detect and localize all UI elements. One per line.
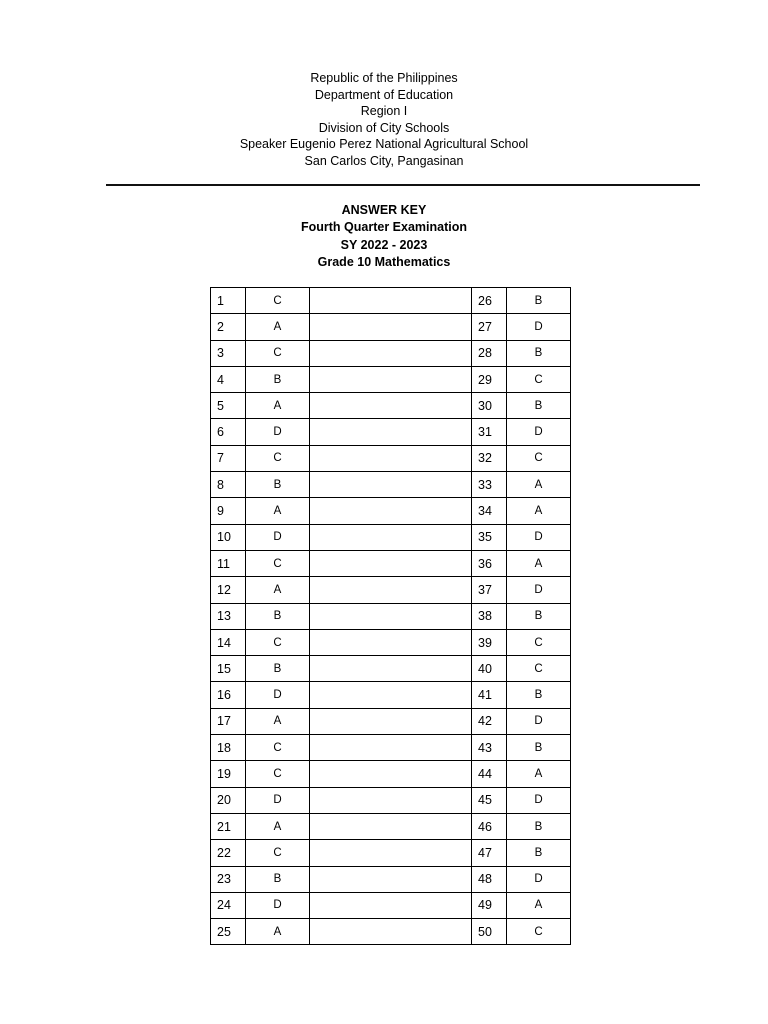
left-item-answer: A — [246, 919, 310, 945]
spacer-cell — [310, 419, 472, 445]
left-item-number: 10 — [211, 524, 246, 550]
right-item-number: 45 — [472, 787, 507, 813]
spacer-cell — [310, 340, 472, 366]
left-item-answer: C — [246, 288, 310, 314]
left-item-answer: B — [246, 603, 310, 629]
table-row — [211, 366, 571, 392]
left-item-number: 24 — [211, 892, 246, 918]
table-row — [211, 498, 571, 524]
left-item-number: 2 — [211, 314, 246, 340]
left-item-number: 1 — [211, 288, 246, 314]
right-item-number: 31 — [472, 419, 507, 445]
right-item-answer: D — [507, 866, 571, 892]
table-row — [211, 577, 571, 603]
letterhead-country: Republic of the Philippines — [310, 71, 458, 85]
right-item-answer: A — [507, 550, 571, 576]
left-item-answer: D — [246, 682, 310, 708]
right-item-number: 26 — [472, 288, 507, 314]
table-row — [211, 682, 571, 708]
spacer-cell — [310, 866, 472, 892]
right-item-answer: C — [507, 919, 571, 945]
left-item-answer: A — [246, 708, 310, 734]
left-item-answer: C — [246, 340, 310, 366]
right-item-number: 43 — [472, 735, 507, 761]
spacer-cell — [310, 813, 472, 839]
table-row — [211, 813, 571, 839]
table-row — [211, 550, 571, 576]
right-item-number: 40 — [472, 656, 507, 682]
right-item-answer: C — [507, 366, 571, 392]
answer-key-body — [211, 288, 571, 945]
spacer-cell — [310, 840, 472, 866]
right-item-number: 46 — [472, 813, 507, 839]
spacer-cell — [310, 682, 472, 708]
left-item-answer: C — [246, 550, 310, 576]
left-item-number: 11 — [211, 550, 246, 576]
left-item-answer: C — [246, 445, 310, 471]
spacer-cell — [310, 735, 472, 761]
spacer-cell — [310, 787, 472, 813]
letterhead-division: Division of City Schools — [318, 120, 450, 135]
left-item-answer: C — [246, 840, 310, 866]
left-item-answer: D — [246, 419, 310, 445]
right-item-answer: B — [507, 393, 571, 419]
right-item-answer: A — [507, 498, 571, 524]
table-row — [211, 866, 571, 892]
spacer-cell — [310, 366, 472, 392]
right-item-number: 33 — [472, 472, 507, 498]
document-titles — [0, 202, 768, 271]
right-item-answer: B — [507, 340, 571, 366]
right-item-answer: D — [507, 787, 571, 813]
right-item-answer: A — [507, 761, 571, 787]
letterhead — [0, 70, 768, 170]
letterhead-school: Speaker Eugenio Perez National Agricultural School — [239, 137, 529, 152]
table-row — [211, 419, 571, 445]
left-item-answer: D — [246, 524, 310, 550]
left-item-answer: D — [246, 892, 310, 918]
left-item-number: 8 — [211, 472, 246, 498]
left-item-number: 22 — [211, 840, 246, 866]
right-item-answer: B — [507, 288, 571, 314]
document-title: ANSWER KEY — [341, 203, 427, 217]
left-item-number: 6 — [211, 419, 246, 445]
spacer-cell — [310, 629, 472, 655]
table-row — [211, 787, 571, 813]
spacer-cell — [310, 524, 472, 550]
answer-key-table — [210, 287, 571, 945]
right-item-number: 48 — [472, 866, 507, 892]
table-row — [211, 840, 571, 866]
left-item-answer: D — [246, 787, 310, 813]
spacer-cell — [310, 919, 472, 945]
table-row — [211, 708, 571, 734]
left-item-number: 17 — [211, 708, 246, 734]
letterhead-region: Region I — [360, 104, 408, 119]
letterhead-department: Department of Education — [314, 87, 454, 102]
spacer-cell — [310, 708, 472, 734]
spacer-cell — [310, 472, 472, 498]
spacer-cell — [310, 577, 472, 603]
left-item-answer: C — [246, 761, 310, 787]
left-item-answer: C — [246, 629, 310, 655]
table-row — [211, 761, 571, 787]
left-item-answer: A — [246, 577, 310, 603]
right-item-number: 47 — [472, 840, 507, 866]
left-item-answer: B — [246, 472, 310, 498]
left-item-number: 5 — [211, 393, 246, 419]
spacer-cell — [310, 603, 472, 629]
table-row — [211, 656, 571, 682]
right-item-number: 50 — [472, 919, 507, 945]
right-item-number: 39 — [472, 629, 507, 655]
right-item-number: 28 — [472, 340, 507, 366]
left-item-answer: A — [246, 393, 310, 419]
left-item-answer: A — [246, 813, 310, 839]
spacer-cell — [310, 288, 472, 314]
left-item-number: 18 — [211, 735, 246, 761]
right-item-number: 38 — [472, 603, 507, 629]
left-item-number: 13 — [211, 603, 246, 629]
right-item-answer: B — [507, 603, 571, 629]
right-item-number: 37 — [472, 577, 507, 603]
left-item-number: 4 — [211, 366, 246, 392]
spacer-cell — [310, 761, 472, 787]
right-item-number: 34 — [472, 498, 507, 524]
left-item-answer: C — [246, 735, 310, 761]
right-item-number: 41 — [472, 682, 507, 708]
right-item-answer: C — [507, 629, 571, 655]
table-row — [211, 524, 571, 550]
left-item-answer: B — [246, 656, 310, 682]
right-item-number: 49 — [472, 892, 507, 918]
exam-name: Fourth Quarter Examination — [301, 220, 467, 235]
right-item-answer: A — [507, 472, 571, 498]
table-row — [211, 314, 571, 340]
subject-name: Grade 10 Mathematics — [317, 254, 451, 269]
right-item-number: 42 — [472, 708, 507, 734]
left-item-number: 21 — [211, 813, 246, 839]
right-item-answer: B — [507, 682, 571, 708]
left-item-number: 20 — [211, 787, 246, 813]
left-item-number: 14 — [211, 629, 246, 655]
left-item-number: 9 — [211, 498, 246, 524]
table-row — [211, 288, 571, 314]
right-item-answer: C — [507, 445, 571, 471]
left-item-number: 16 — [211, 682, 246, 708]
table-row — [211, 892, 571, 918]
table-row — [211, 629, 571, 655]
spacer-cell — [310, 498, 472, 524]
left-item-answer: A — [246, 314, 310, 340]
right-item-number: 44 — [472, 761, 507, 787]
left-item-number: 23 — [211, 866, 246, 892]
right-item-number: 35 — [472, 524, 507, 550]
right-item-answer: C — [507, 656, 571, 682]
right-item-answer: B — [507, 813, 571, 839]
table-row — [211, 393, 571, 419]
table-row — [211, 472, 571, 498]
left-item-number: 7 — [211, 445, 246, 471]
right-item-number: 36 — [472, 550, 507, 576]
right-item-answer: D — [507, 577, 571, 603]
right-item-answer: D — [507, 314, 571, 340]
table-row — [211, 445, 571, 471]
spacer-cell — [310, 892, 472, 918]
left-item-number: 3 — [211, 340, 246, 366]
right-item-answer: D — [507, 708, 571, 734]
right-item-answer: D — [507, 524, 571, 550]
table-row — [211, 603, 571, 629]
right-item-number: 30 — [472, 393, 507, 419]
spacer-cell — [310, 550, 472, 576]
school-year: SY 2022 - 2023 — [340, 237, 428, 252]
right-item-answer: B — [507, 735, 571, 761]
spacer-cell — [310, 445, 472, 471]
right-item-answer: A — [507, 892, 571, 918]
spacer-cell — [310, 393, 472, 419]
left-item-answer: A — [246, 498, 310, 524]
left-item-number: 25 — [211, 919, 246, 945]
left-item-number: 12 — [211, 577, 246, 603]
letterhead-address: San Carlos City, Pangasinan — [304, 153, 464, 168]
spacer-cell — [310, 314, 472, 340]
left-item-number: 19 — [211, 761, 246, 787]
header-divider — [106, 184, 700, 186]
left-item-number: 15 — [211, 656, 246, 682]
table-row — [211, 919, 571, 945]
right-item-answer: B — [507, 840, 571, 866]
left-item-answer: B — [246, 366, 310, 392]
right-item-number: 32 — [472, 445, 507, 471]
right-item-number: 29 — [472, 366, 507, 392]
spacer-cell — [310, 656, 472, 682]
table-row — [211, 735, 571, 761]
table-row — [211, 340, 571, 366]
right-item-answer: D — [507, 419, 571, 445]
left-item-answer: B — [246, 866, 310, 892]
right-item-number: 27 — [472, 314, 507, 340]
